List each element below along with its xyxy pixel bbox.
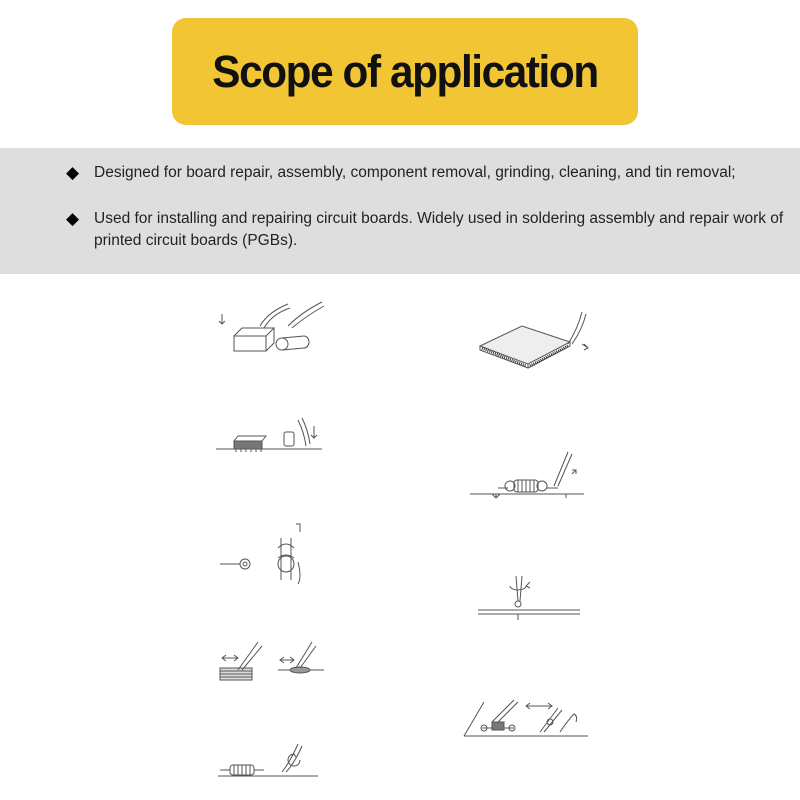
tweezers-rotating-lead-icon: [476, 570, 584, 624]
tweezers-lifting-ic-chip-icon: [470, 304, 596, 372]
diamond-bullet-icon: ◆: [66, 163, 80, 182]
tweezers-soldering-resistor-icon: [468, 446, 586, 504]
page-title: Scope of application: [212, 45, 598, 97]
tweezers-moving-smd-component-icon: [462, 692, 590, 740]
bullet-item: [66, 162, 800, 184]
tweezers-scraping-board-icon: [216, 636, 328, 686]
bullet-text: Designed for board repair, assembly, component removal, grinding, cleaning, and tin removal;: [94, 164, 736, 181]
bullet-text: Used for installing and repairing circuit boards. Widely used in soldering assembly and repair work of printed circuit boards (PGBs).: [94, 210, 784, 249]
title-banner: [172, 18, 638, 125]
diamond-bullet-icon: ◆: [66, 209, 80, 228]
bullet-item: [66, 208, 786, 252]
tweezers-removing-resistor-icon: [216, 738, 320, 782]
tweezers-picking-chip-and-fuse-icon: [216, 296, 331, 356]
tweezers-bending-lead-wire-icon: [218, 518, 318, 588]
tweezers-placing-component-on-board-icon: [214, 416, 324, 456]
